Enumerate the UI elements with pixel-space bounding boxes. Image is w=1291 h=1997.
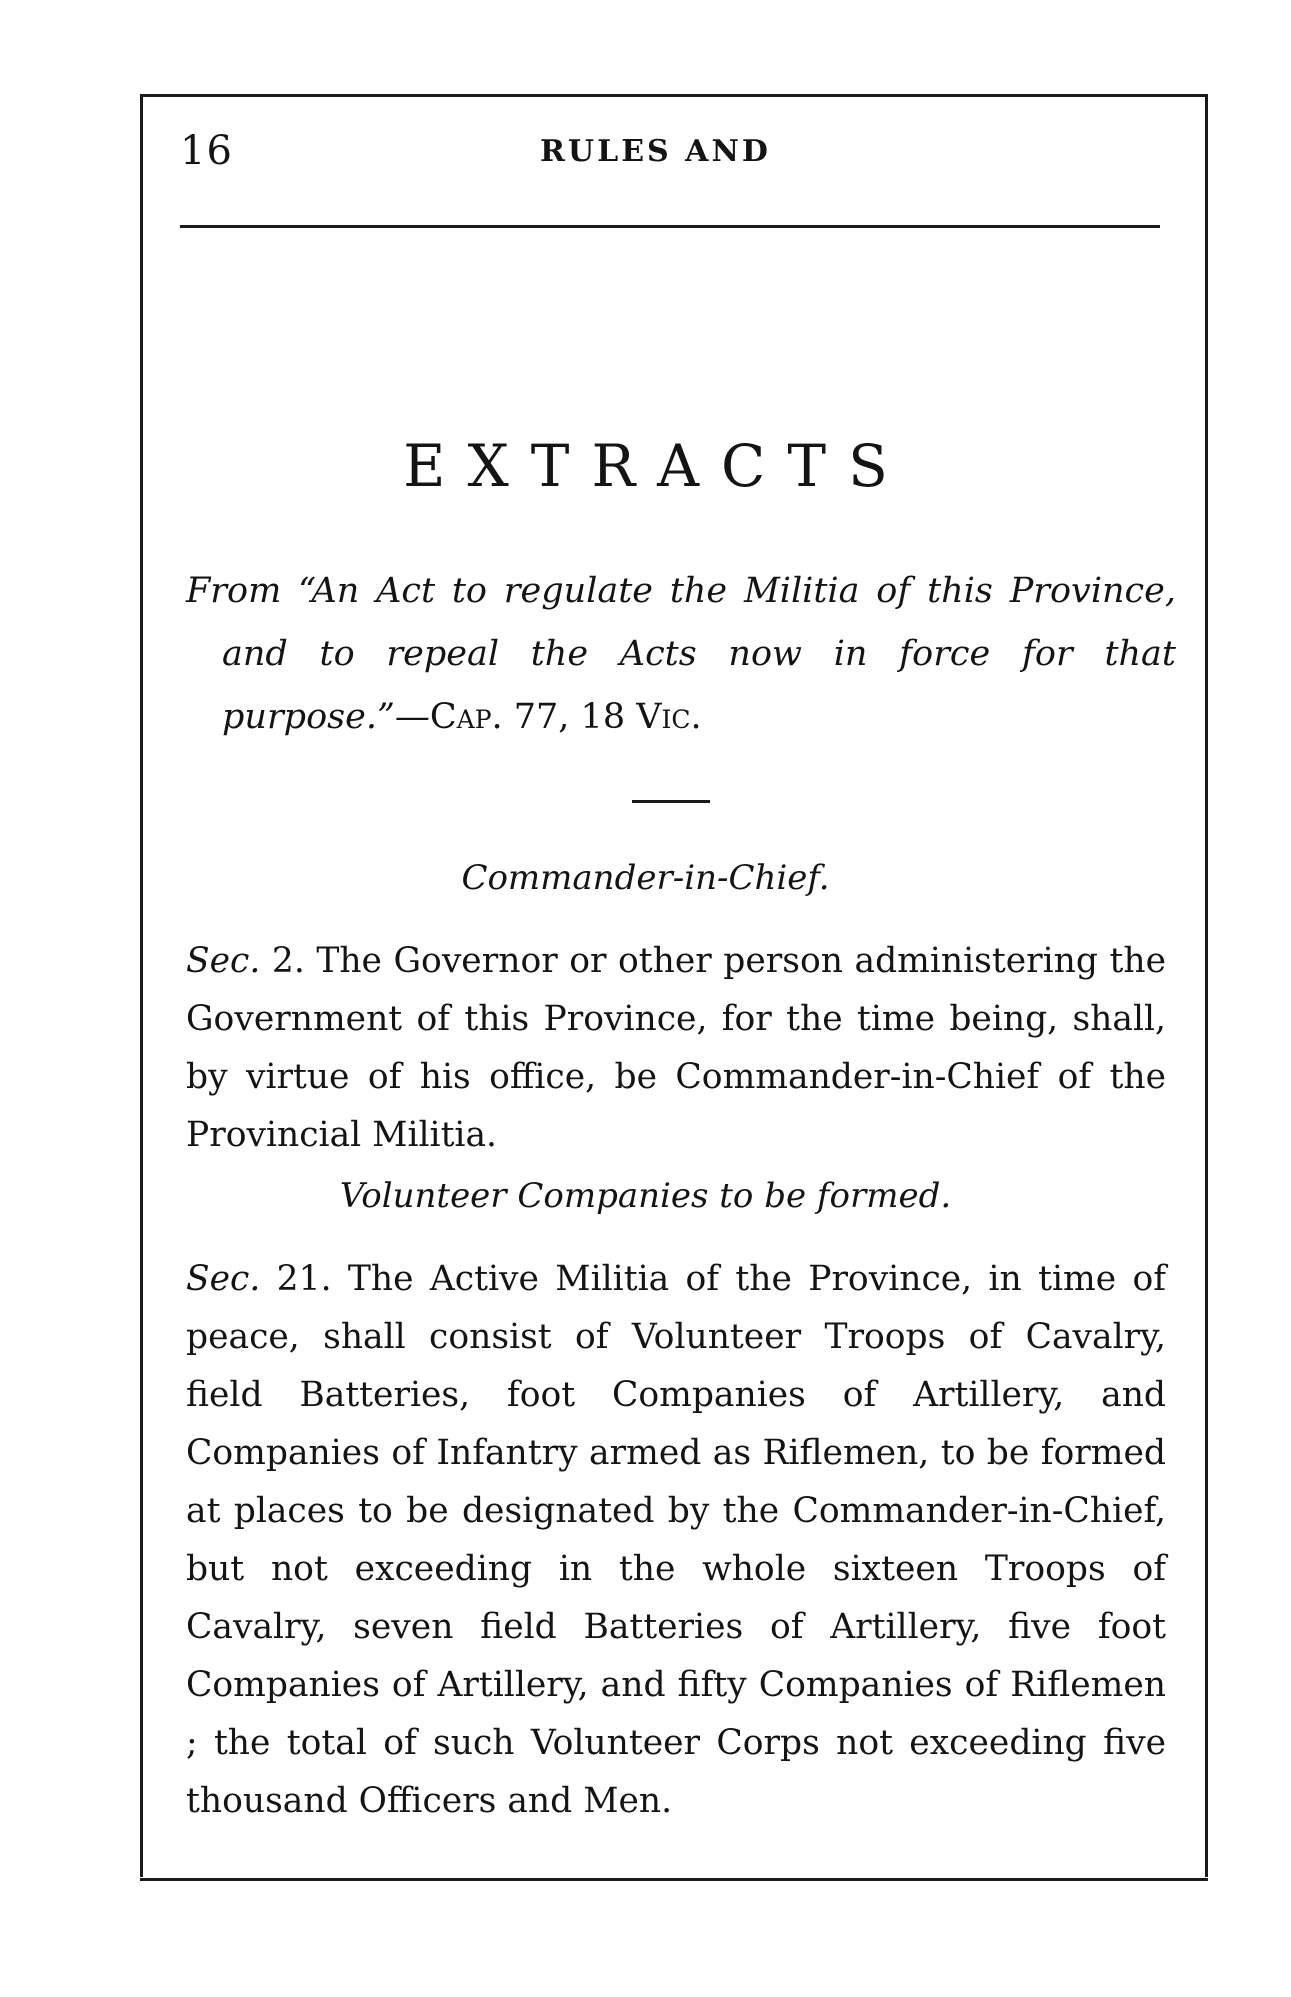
section-text: The Active Militia of the Province, in time of peace, shall consist of Volunteer Troops of Cavalry, field Batteries, foot Companies of Artillery, and Companies of Infantry armed as Riflemen, to be formed at places to be designated by the Commander-in-Chief, but not exceeding in the whole sixteen Troops of Cavalry, seven field Batteries of Artillery, five foot Companies of Artillery, and fifty Companies of Riflemen ; the total of such Volunteer Corps not exceeding five thousand Officers and Men. xyxy=(186,1259,1166,1821)
section-paragraph-2 xyxy=(186,932,1166,1164)
cap-label: Cap. xyxy=(429,697,503,737)
cap-number: 77, 18 xyxy=(502,697,637,737)
page-title: EXTRACTS xyxy=(403,432,910,500)
section-paragraph-21 xyxy=(186,1250,1166,1830)
intro-citation xyxy=(186,560,1176,749)
page-number: 16 xyxy=(180,128,233,174)
header-rule xyxy=(180,225,1160,228)
section-text: The Governor or other person administering the Government of this Province, for the time being, shall, by virtue of his office, be Commander-in-Chief of the Provincial Militia. xyxy=(186,941,1167,1155)
sec-label: Sec. xyxy=(186,1259,261,1299)
sec-number: 21. xyxy=(260,1259,332,1299)
section-heading-commander: Commander-in-Chief. xyxy=(461,858,830,898)
sec-number: 2. xyxy=(260,941,305,981)
sec-label: Sec. xyxy=(186,941,261,981)
section-divider xyxy=(632,800,710,803)
intro-cite xyxy=(430,697,702,737)
page-border-bottom xyxy=(140,1878,1208,1881)
running-head: RULES AND xyxy=(540,134,771,169)
intro-italic-text: From “An Act to regulate the Militia of this Province, and to repeal the Acts now in force for that purpose.”— xyxy=(186,571,1176,737)
section-heading-volunteer: Volunteer Companies to be formed. xyxy=(339,1176,952,1216)
vic-label: Vic. xyxy=(636,697,702,737)
